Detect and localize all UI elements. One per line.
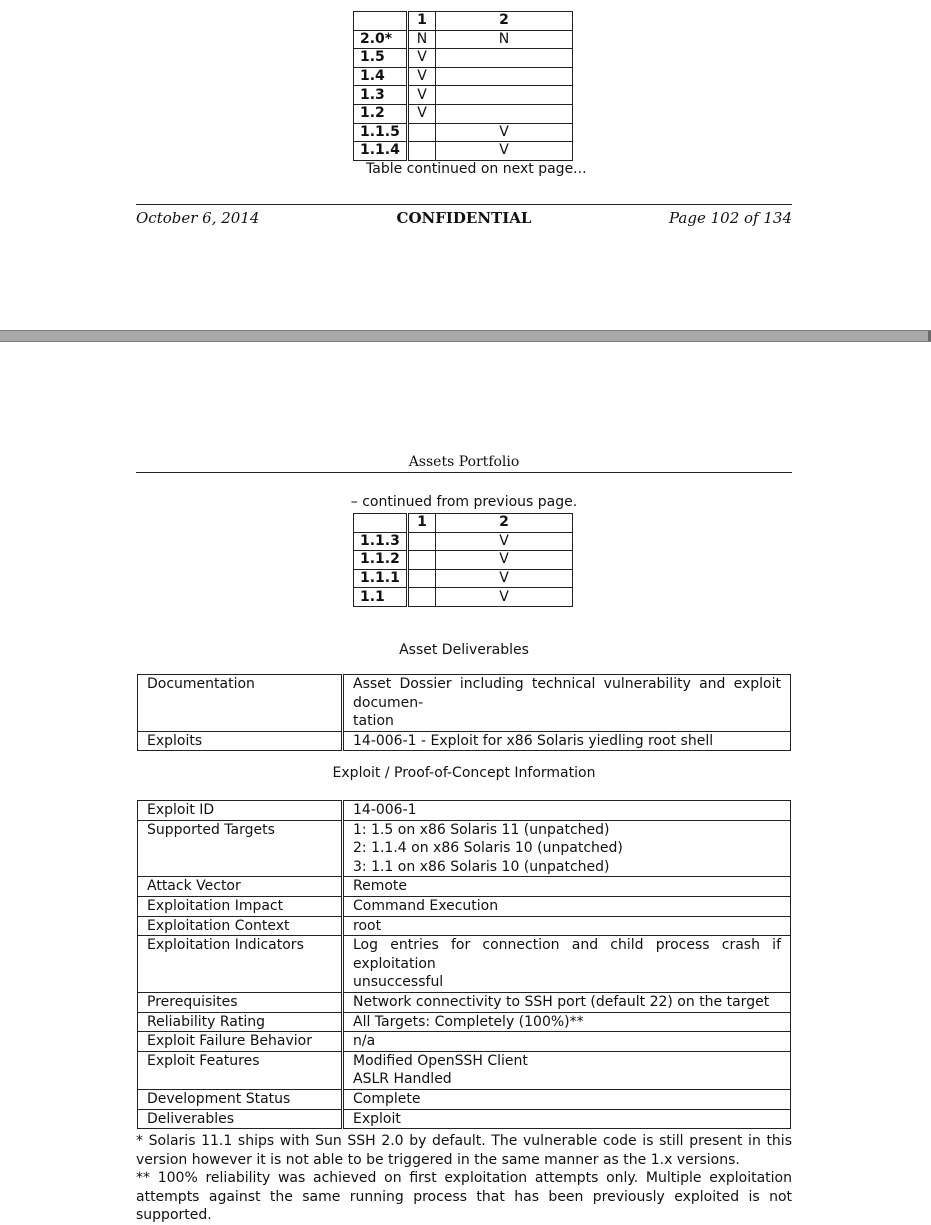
target-1-status <box>408 142 436 161</box>
exploit-info-table <box>137 800 791 1129</box>
target-2-status <box>436 104 573 123</box>
table-row <box>138 731 791 751</box>
field-label: Attack Vector <box>138 877 343 897</box>
target-2-status <box>436 86 573 105</box>
field-label: Exploitation Impact <box>138 896 343 916</box>
field-value: Complete <box>343 1089 791 1109</box>
target-2-status <box>436 49 573 68</box>
pdf-page-103 <box>0 342 931 1224</box>
header-rule <box>136 472 792 473</box>
table-row <box>138 936 791 974</box>
field-value: Network connectivity to SSH port (default 22) on the target <box>343 992 791 1012</box>
table-row <box>354 104 573 123</box>
field-value: 2: 1.1.4 on x86 Solaris 10 (unpatched) <box>343 839 791 858</box>
table-row <box>138 858 791 877</box>
target-1-status: V <box>408 86 436 105</box>
field-value: 3: 1.1 on x86 Solaris 10 (unpatched) <box>343 858 791 877</box>
field-value: Asset Dossier including technical vulnerability and exploit documen- <box>343 675 791 713</box>
field-label: Documentation <box>138 675 343 713</box>
version-label: 1.1.5 <box>354 123 408 142</box>
field-label: Reliability Rating <box>138 1012 343 1032</box>
field-label: Exploitation Indicators <box>138 936 343 974</box>
field-label <box>138 839 343 858</box>
table-row <box>138 839 791 858</box>
target-2-status: V <box>436 588 573 607</box>
field-value: root <box>343 916 791 936</box>
table-row <box>354 67 573 86</box>
field-value: 1: 1.5 on x86 Solaris 11 (unpatched) <box>343 820 791 839</box>
field-label: Exploit Failure Behavior <box>138 1032 343 1052</box>
field-label: Deliverables <box>138 1109 343 1129</box>
target-2-status: V <box>436 532 573 551</box>
field-value: n/a <box>343 1032 791 1052</box>
table-row <box>138 973 791 992</box>
page-separator <box>0 330 931 342</box>
asset-deliverables-table <box>137 674 791 751</box>
table-row <box>138 916 791 936</box>
field-label: Prerequisites <box>138 992 343 1012</box>
target-1-status: N <box>408 30 436 49</box>
header-col-1: 1 <box>408 514 436 533</box>
field-label: Exploit Features <box>138 1051 343 1070</box>
version-label: 1.1.3 <box>354 532 408 551</box>
field-label: Supported Targets <box>138 820 343 839</box>
pdf-page-102 <box>0 0 931 330</box>
header-col-2: 2 <box>436 514 573 533</box>
table-row <box>138 896 791 916</box>
footnotes <box>136 1132 792 1225</box>
version-label: 1.1.2 <box>354 551 408 570</box>
field-label <box>138 1070 343 1089</box>
table-row <box>354 49 573 68</box>
field-value: Remote <box>343 877 791 897</box>
target-2-status: V <box>436 123 573 142</box>
footer-page-number: Page 102 of 134 <box>669 209 792 227</box>
field-value: Command Execution <box>343 896 791 916</box>
field-value: unsuccessful <box>343 973 791 992</box>
footer-date: October 6, 2014 <box>136 209 260 227</box>
footnote-1: * Solaris 11.1 ships with Sun SSH 2.0 by default. The vulnerable code is still present in this version however it is not able to be triggered in the same manner as the 1.x versions. <box>136 1133 792 1168</box>
table-row <box>138 877 791 897</box>
table-row <box>138 992 791 1012</box>
target-2-status: N <box>436 30 573 49</box>
version-label: 1.3 <box>354 86 408 105</box>
field-value: 14-006-1 - Exploit for x86 Solaris yiedling root shell <box>343 731 791 751</box>
exploit-info-caption: Exploit / Proof-of-Concept Information <box>332 765 596 781</box>
table-continued-note: Table continued on next page... <box>366 161 587 177</box>
version-table-header-row <box>354 12 573 31</box>
version-label: 1.1.1 <box>354 569 408 588</box>
field-label: Exploitation Context <box>138 916 343 936</box>
footer-classification: CONFIDENTIAL <box>396 209 532 227</box>
target-1-status <box>408 551 436 570</box>
target-1-status <box>408 588 436 607</box>
table-row <box>138 712 791 731</box>
table-row <box>138 1070 791 1089</box>
field-value: Log entries for connection and child process crash if exploitation <box>343 936 791 974</box>
version-table-header-row <box>354 514 573 533</box>
target-2-status <box>436 67 573 86</box>
table-row <box>354 86 573 105</box>
target-1-status: V <box>408 104 436 123</box>
field-label: Exploits <box>138 731 343 751</box>
header-col-2: 2 <box>436 12 573 31</box>
field-value: Modified OpenSSH Client <box>343 1051 791 1070</box>
version-label: 1.1.4 <box>354 142 408 161</box>
field-label <box>138 712 343 731</box>
version-label: 1.2 <box>354 104 408 123</box>
target-1-status: V <box>408 49 436 68</box>
table-row <box>138 1089 791 1109</box>
table-row <box>138 820 791 839</box>
table-row <box>354 551 573 570</box>
field-value: Exploit <box>343 1109 791 1129</box>
field-value: tation <box>343 712 791 731</box>
footer-rule <box>136 204 792 205</box>
table-row <box>138 801 791 821</box>
table-row <box>138 1012 791 1032</box>
table-row <box>354 569 573 588</box>
target-2-status: V <box>436 551 573 570</box>
field-value: 14-006-1 <box>343 801 791 821</box>
version-support-table <box>353 11 573 161</box>
field-label: Exploit ID <box>138 801 343 821</box>
table-row <box>354 532 573 551</box>
header-corner <box>354 514 408 533</box>
target-1-status <box>408 123 436 142</box>
asset-deliverables-caption: Asset Deliverables <box>399 642 529 658</box>
target-2-status: V <box>436 569 573 588</box>
target-2-status: V <box>436 142 573 161</box>
table-row <box>354 142 573 161</box>
table-row <box>354 588 573 607</box>
continued-from-note: – continued from previous page. <box>350 494 578 510</box>
table-row <box>138 1032 791 1052</box>
running-header-title: Assets Portfolio <box>408 454 520 470</box>
target-1-status <box>408 532 436 551</box>
table-row <box>354 123 573 142</box>
table-row <box>138 675 791 713</box>
target-1-status: V <box>408 67 436 86</box>
field-label <box>138 973 343 992</box>
table-row <box>354 30 573 49</box>
field-label <box>138 858 343 877</box>
version-label: 2.0* <box>354 30 408 49</box>
field-value: All Targets: Completely (100%)** <box>343 1012 791 1032</box>
footnote-2: ** 100% reliability was achieved on first exploitation attempts only. Multiple exploitation attempts against the same running process that has been previously exploited is not supported. <box>136 1170 792 1224</box>
version-label: 1.5 <box>354 49 408 68</box>
table-row <box>138 1109 791 1129</box>
version-support-table-continued <box>353 513 573 607</box>
field-value: ASLR Handled <box>343 1070 791 1089</box>
header-col-1: 1 <box>408 12 436 31</box>
header-corner <box>354 12 408 31</box>
target-1-status <box>408 569 436 588</box>
version-label: 1.4 <box>354 67 408 86</box>
table-row <box>138 1051 791 1070</box>
field-label: Development Status <box>138 1089 343 1109</box>
version-label: 1.1 <box>354 588 408 607</box>
